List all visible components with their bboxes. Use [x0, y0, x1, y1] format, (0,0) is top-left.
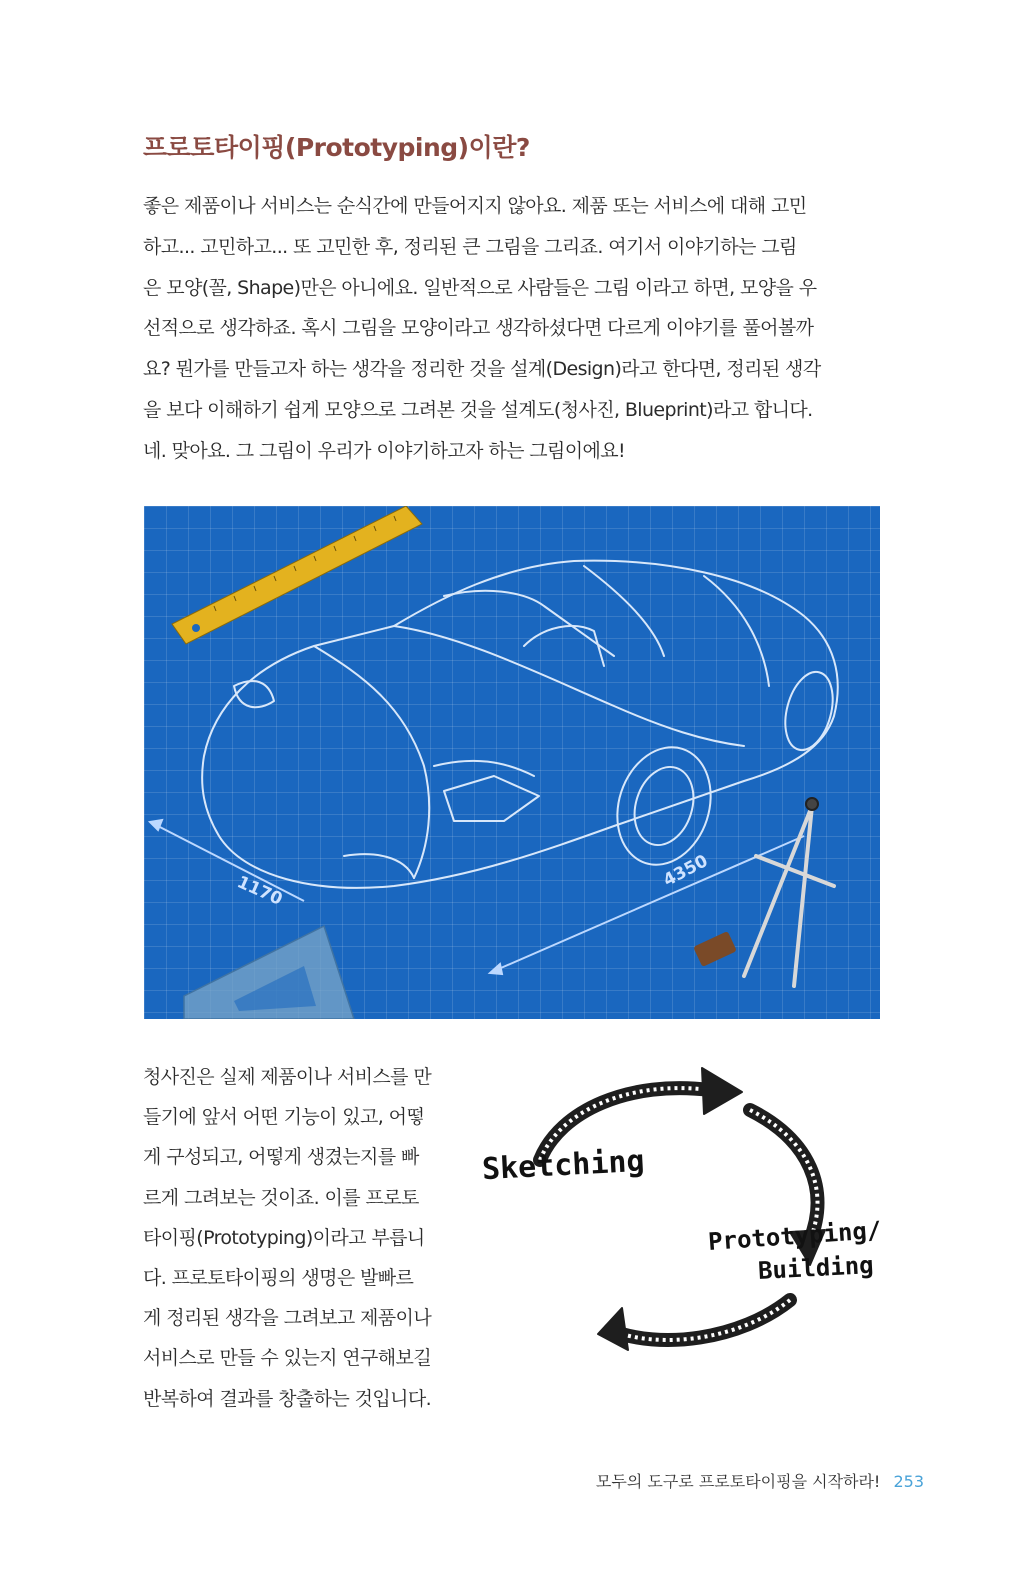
blueprint-drawing — [144, 506, 880, 1019]
side-line: 들기에 앞서 어떤 기능이 있고, 어떻 — [143, 1106, 425, 1129]
compass-icon — [744, 798, 834, 986]
dimension-label-side: 4350 — [660, 851, 712, 891]
car-outline — [202, 561, 840, 888]
chapter-title: 모두의 도구로 프로토타이핑을 시작하라! — [595, 1472, 881, 1491]
side-line: 청사진은 실제 제품이나 서비스를 만 — [143, 1066, 432, 1088]
cycle-arrows — [480, 1050, 900, 1360]
intro-line: 을 보다 이해하기 쉽게 모양으로 그려본 것을 설계도(청사진, Blueprint)라고 합니다. — [143, 398, 813, 421]
arrowhead-top — [702, 1068, 742, 1114]
intro-paragraph — [143, 186, 883, 472]
building-label: Building — [757, 1250, 875, 1286]
ruler-icon — [172, 506, 422, 644]
intro-line: 좋은 제품이나 서비스는 순식간에 만들어지지 않아요. 제품 또는 서비스에 대해 고민 — [143, 195, 807, 217]
side-line: 반복하여 결과를 창출하는 것입니다. — [143, 1387, 432, 1410]
side-line: 서비스로 만들 수 있는지 연구해보길 — [143, 1347, 432, 1370]
side-line: 르게 그려보는 것이죠. 이를 프로토 — [143, 1186, 419, 1209]
intro-line: 은 모양(꼴, Shape)만은 아니에요. 일반적으로 사람들은 그림 이라고 하면, 모양을 우 — [143, 276, 817, 299]
intro-line: 선적으로 생각하죠. 혹시 그림을 모양이라고 생각하셨다면 다르게 이야기를 풀어볼까 — [143, 317, 814, 340]
side-line: 게 정리된 생각을 그려보고 제품이나 — [143, 1307, 432, 1330]
sketching-label: Sketching — [481, 1143, 646, 1188]
arrowhead-bottom — [598, 1308, 628, 1350]
prototyping-label: Prototyping/ — [707, 1215, 883, 1257]
intro-line: 하고... 고민하고... 또 고민한 후, 정리된 큰 그림을 그리죠. 여기서 이야기하는 그림 — [143, 235, 797, 258]
set-square-icon — [184, 926, 354, 1019]
page-number: 253 — [893, 1472, 924, 1491]
intro-line: 네. 맞아요. 그 그림이 우리가 이야기하고자 하는 그림이에요! — [143, 439, 626, 462]
bottom-arc — [610, 1300, 790, 1340]
side-line: 게 구성되고, 어떻게 생겼는지를 빠 — [143, 1146, 419, 1169]
prototyping-cycle-diagram — [480, 1050, 900, 1360]
blueprint-car-illustration — [144, 506, 880, 1019]
side-line: 다. 프로토타이핑의 생명은 발빠르 — [143, 1267, 414, 1290]
section-heading: 프로토타이핑(Prototyping)이란? — [143, 133, 530, 162]
page-footer — [596, 1469, 924, 1492]
pencil-sharpener-icon — [693, 931, 737, 967]
dimension-label-front: 1170 — [233, 872, 286, 910]
side-line: 타이핑(Prototyping)이라고 부릅니 — [143, 1226, 425, 1249]
intro-line: 요? 뭔가를 만들고자 하는 생각을 정리한 것을 설계(Design)라고 한다면, 정리된 생각 — [143, 358, 821, 381]
blueprint-explanation — [143, 1057, 473, 1419]
